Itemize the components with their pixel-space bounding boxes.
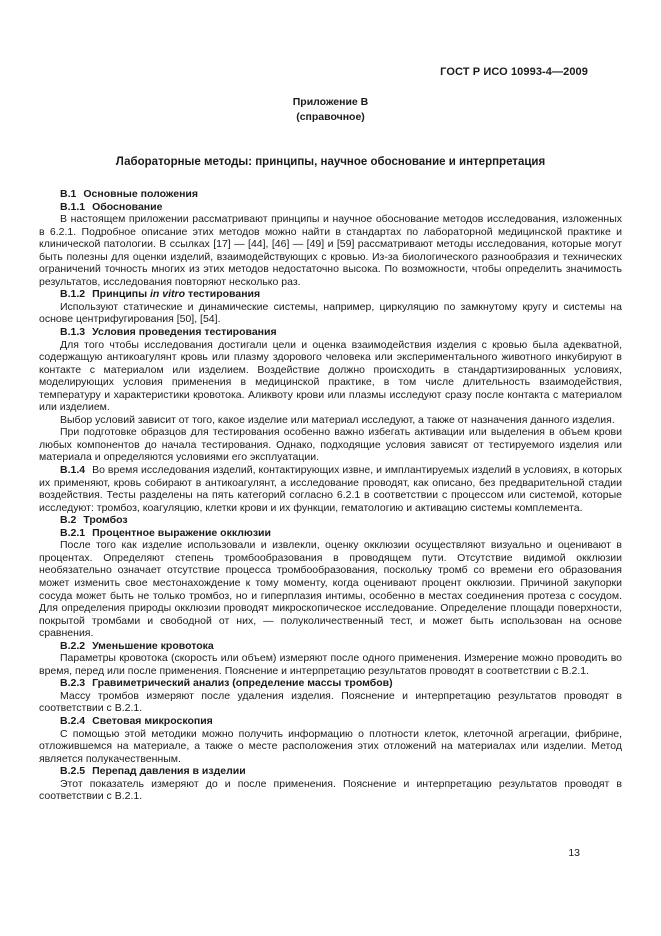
section-heading [39, 201, 622, 214]
page-number: 13 [568, 847, 580, 859]
section-number: В.2.4 [60, 714, 86, 727]
section-number: В.2.2 [60, 639, 86, 652]
section-heading [39, 715, 622, 728]
section-number: В.2.5 [60, 765, 86, 778]
section-heading [39, 640, 622, 653]
section-heading [39, 188, 622, 201]
document-title: Лабораторные методы: принципы, научное обоснование и интерпретация [115, 156, 546, 168]
paragraph: Для того чтобы исследования достигали цели и оценка взаимодействия изделия с кровью была адекватной, содержащую антикоагулянт кровь или плазму здорового человека или экспериментального животного инкубируют в контакте с материалом или изделием. Воздействие должно происходить в стандартизированных условиях, моделирующих условия применения в медицинской практике, в том числе длительность взаимодействия, температуру и характеристики кровотока. Аликвоту крови или плазмы исследуют сразу после контакта с материалом или изделием. [39, 338, 622, 414]
section-heading [39, 326, 622, 339]
paragraph: В настоящем приложении рассматривают принципы и научное обоснование методов исследования, изложенных в 6.2.1. Подробное описание этих методов можно найти в стандартах по лабораторной медицинской практике и клинической патологии. В ссылках [17] — [44], [46] — [49] и [59] рассматривают методы исследования, которые могут быть полезны для оценки изделий, взаимодействующих с кровью. Из-за биологического разнообразия и технических ограничений точность многих из этих методов недостаточно высока. По возможности, чтобы определить значимость результатов, исследования повторяют несколько раз. [39, 213, 622, 288]
section-heading [39, 527, 622, 540]
paragraph: Выбор условий зависит от того, какое изделие или материал исследуют, а также от назначения данного изделия. [60, 413, 615, 426]
section-heading-text: Процентное выражение окклюзии [92, 526, 271, 539]
paragraph: Используют статические и динамические системы, например, циркуляцию по замкнутому кругу и системы на основе центрифугирования [50], [54]. [39, 300, 622, 326]
section-heading-text: Уменьшение кровотока [92, 639, 214, 652]
section-number: В.2.3 [60, 677, 86, 690]
section-heading-text: Перепад давления в изделии [92, 765, 246, 778]
section-number: В.1.4 [60, 464, 86, 477]
paragraph: Массу тромбов измеряют после удаления изделия. Пояснение и интерпретацию результатов проводят в соответствии с В.2.1. [39, 689, 622, 715]
section-heading-text: Принципы in vitro тестирования [92, 288, 261, 301]
section-heading-text: Гравиметрический анализ (определение массы тромбов) [92, 677, 393, 690]
numbered-paragraph [39, 464, 622, 514]
paragraph: При подготовке образцов для тестирования особенно важно избегать активации или выделения в объем крови любых компонентов до начала тестирования. Однако, подходящие условия зависят от тестируемого изделия или материала и определяются условиями его эксплуатации. [39, 426, 622, 464]
section-heading-text: Световая микроскопия [92, 714, 213, 727]
paragraph-text: Во время исследования изделий, контактирующих извне, и имплантируемых изделий в условиях, в которых их применяют, кровь собирают в антикоагулянт, а исследование проводят, как описано, без предварительной стадии воздействия. Тесты разделены на пять категорий согласно 6.2.1 в соответствии с процессом или системой, которые исследуют: тромбоз, коагуляцию, клетки крови и их функции, гематологию и активацию системы комплемента. [39, 464, 622, 514]
section-heading [39, 677, 622, 690]
section-heading [39, 765, 622, 778]
paragraph: С помощью этой методики можно получить информацию о плотности клеток, клеточной агрегации, фибрине, отложившемся на материале, а также о месте расположения этих отложений на материалах или изделии. Метод является полукачественным. [39, 727, 622, 765]
section-number: В.2.1 [60, 526, 86, 539]
section-number: В.1.3 [60, 326, 86, 339]
annex-heading [0, 95, 661, 125]
section-number: В.1.1 [60, 200, 86, 213]
section-heading-text: Основные положения [83, 188, 198, 200]
paragraph: Этот показатель измеряют до и после применения. Пояснение и интерпретацию результатов проводят в соответствии с В.2.1. [39, 777, 622, 803]
section-heading-text: Условия проведения тестирования [92, 326, 277, 339]
annex-label: Приложение В [292, 96, 369, 108]
body-text [39, 188, 622, 803]
paragraph: Параметры кровотока (скорость или объем) измеряют после одного применения. Измерение можно проводить во время, перед или после применения. Пояснение и интерпретацию результатов проводят в соответствии с В.2.1. [39, 652, 622, 677]
annex-note: (справочное) [296, 111, 365, 123]
section-number: В.2 [60, 514, 77, 527]
section-number: В.1.2 [60, 288, 86, 301]
section-number: В.1 [60, 188, 77, 200]
section-heading [39, 514, 622, 527]
paragraph: После того как изделие использовали и извлекли, оценку окклюзии осуществляют визуально и оценивают в процентах. Определяют степень тромбообразования в проводящем пути. Отсутствие видимой окклюзии необязательно означает отсутствие процесса тромбообразования, поскольку тромб со времени его образования может изменить свое местонахождение к тому моменту, когда оценивают процент окклюзии. Причиной закупорки сосуда может быть не только тромбоз, но и гиперплазия интимы, особенно в местах соединения протеза с сосудом. Для определения природы окклюзии проводят микроскопическое исследование. Определение площади поверхности, покрытой тромбами и свободной от них, — полуколичественный тест, и может быть использован на основе сравнения. [39, 539, 622, 640]
section-heading-text: Тромбоз [83, 514, 128, 527]
section-heading [39, 288, 622, 301]
running-header-standard-ref: ГОСТ Р ИСО 10993-4—2009 [440, 66, 588, 78]
section-heading-text: Обоснование [92, 200, 163, 213]
